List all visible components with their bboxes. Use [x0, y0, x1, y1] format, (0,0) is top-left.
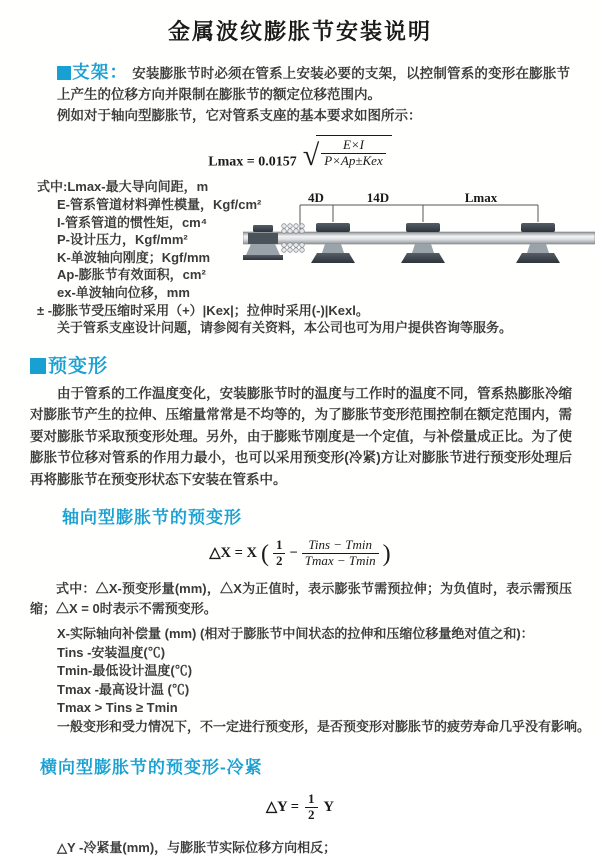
fraction-numerator: Tins − Tmin — [302, 538, 379, 554]
close-paren: ) — [382, 540, 391, 567]
dim-label-4d: 4D — [308, 192, 324, 205]
open-paren: ( — [260, 540, 269, 567]
definition-line: I-管系管道的惯性矩，cm⁴ — [57, 214, 208, 230]
temperature-fraction — [302, 538, 379, 569]
definition-line: E-管系管道材料弹性模量，Kgf/cm² — [57, 196, 262, 212]
pipe-support-diagram-svg — [243, 192, 595, 288]
lmax-formula-numerator: E×I — [321, 138, 386, 154]
anchor-support — [243, 225, 283, 260]
definition-line: Tmin-最低设计温度(℃) — [57, 663, 193, 679]
section-marker-icon — [30, 358, 46, 374]
half-fraction — [273, 538, 286, 569]
definition-line: ex-单波轴向位移，mm — [57, 284, 190, 300]
axial-formula-lhs: △X = X — [209, 545, 257, 562]
minus-sign: − — [289, 545, 298, 562]
lmax-formula-denominator: P×Ap±Kex — [324, 152, 383, 168]
lateral-note: △Y -冷紧量(mm)，与膨胀节实际位移方向相反； — [57, 839, 337, 855]
support-section-heading: 支架： — [72, 62, 129, 82]
predeform-paragraph: 由于管系的工作温度变化，安装膨胀节时的温度与工作时的温度不同，管系热膨胀冷缩对膨胀节产生的拉伸、压缩量常常是不均等的，为了膨胀节变形范围控制在额定范围内，需要对膨胀节采取预变形处理。另外，由于膨账节刚度是一个定值，与补偿量成正比。为了使膨胀节位移对管系的作用力最小，也可以采用预变形(冷紧)方让对膨胀节进行预变形处理后再将膨胀节在预变形状态下安装在管系中。 — [30, 385, 572, 487]
fraction-denominator: Tmax − Tmin — [304, 553, 376, 569]
lateral-subheading: 横向型膨胀节的预变形-冷紧 — [40, 757, 263, 777]
fraction-denominator: 2 — [308, 806, 315, 822]
dim-label-lmax: Lmax — [464, 192, 498, 205]
definition-line: X-实际轴向补偿量 (mm) (相对于膨胀节中间状态的拉伸和压缩位移量绝对值之和)： — [57, 626, 534, 642]
axial-explanation: 式中：△X-预变形量(mm)，△X为正值时，表示膨张节需预拉伸；为负值时，表示需预压缩；△X = 0时表示不需预变形。 — [30, 581, 572, 617]
lmax-formula-lhs: Lmax = 0.0157 — [208, 154, 297, 170]
support-intro-paragraph — [57, 62, 570, 105]
definition-line: 式中:Lmax-最大导向间距，m — [37, 179, 209, 195]
section-marker-icon — [57, 66, 71, 80]
pipe-support-diagram — [243, 192, 595, 288]
support-intro-text: 安装膨胀节时必须在管系上安装必要的支架，以控制管系的变形在膨胀节上产生的位移方向并限制在膨胀节的额定位移范围内。 — [57, 66, 571, 102]
lateral-formula — [0, 792, 600, 823]
axial-formula — [0, 538, 600, 569]
lateral-formula-rhs: Y — [323, 798, 334, 815]
predeform-section-heading: 预变形 — [48, 355, 109, 377]
fraction-numerator: 1 — [305, 792, 318, 808]
fraction-denominator: 2 — [275, 553, 283, 569]
fraction-numerator: 1 — [273, 538, 286, 554]
predeform-section-heading-row — [30, 351, 570, 378]
definition-line: 关于管系支座设计问题，请参阅有关资料，本公司也可为用户提供咨询等服务。 — [57, 320, 513, 336]
lmax-formula — [0, 135, 600, 173]
definition-line: Ap-膨胀节有效面积，cm² — [57, 267, 206, 283]
support-example-line: 例如对于轴向型膨胀节，它对管系支座的基本要求如图所示： — [57, 108, 422, 123]
definition-line: Tmax -最高设计温 (℃) — [57, 681, 190, 697]
axial-subheading: 轴向型膨胀节的预变形 — [62, 508, 242, 528]
axial-definitions-list — [0, 625, 600, 737]
lateral-formula-lhs: △Y = — [266, 798, 299, 815]
half-fraction — [305, 792, 318, 823]
definition-line: P-设计压力，Kgf/mm² — [57, 232, 188, 248]
definition-line: Tins -安装温度(℃) — [57, 644, 166, 660]
page-title: 金属波纹膨胀节安装说明 — [167, 19, 432, 44]
dim-label-14d: 14D — [366, 192, 390, 205]
definition-line: ± -膨胀节受压缩时采用（+）|Kex|；拉伸时采用(-)|Kexl。 — [37, 302, 369, 318]
pipe — [243, 232, 595, 244]
definition-line: K-单波轴向刚度；Kgf/mm — [57, 249, 211, 265]
sqrt-radical — [302, 135, 392, 173]
definition-line: 一般变形和受力情况下，不一定进行预变形，是否预变形对膨胀节的疲劳寿命几乎没有影响。 — [57, 719, 591, 735]
radical-sign-icon: √ — [302, 139, 320, 173]
definition-line: Tmax > Tins ≥ Tmin — [57, 700, 178, 716]
